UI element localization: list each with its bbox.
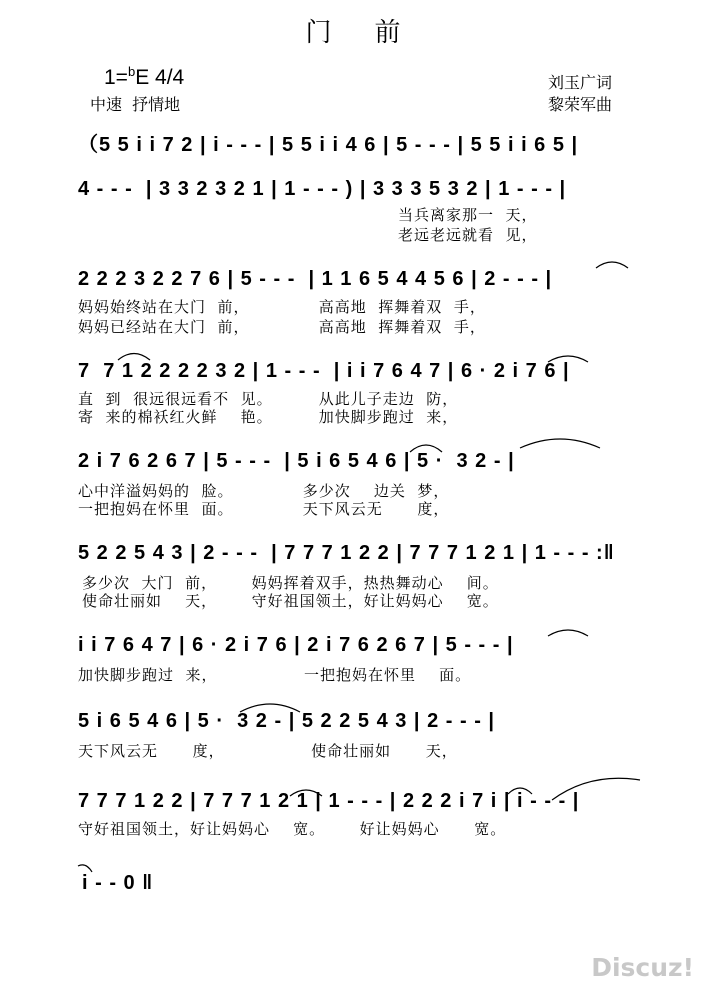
watermark: Discuz! <box>591 953 694 982</box>
notation-row-7: i i 7 6 4 7 | 6 · 2 i 7 6 | 2 i 7 6 2 6 7 | 5 - - - | <box>78 634 514 656</box>
lyric-row-5-verse-1: 心中洋溢妈妈的 脸。 多少次 边关 梦， <box>78 482 450 500</box>
lyric-row-7: 加快脚步跑过 来， 一把抱妈在怀里 面。 <box>78 666 472 684</box>
lyric-row-9: 守好祖国领土，好让妈妈心 宽。 好让妈妈心 宽。 <box>78 820 507 838</box>
notation-row-8: 5 i 6 5 4 6 | 5 · 3 2 - | 5 2 2 5 4 3 | 2 - - - | <box>78 710 496 732</box>
lyric-row-4-verse-1: 直 到 很远很远看不 见。 从此儿子走边 防， <box>78 390 459 408</box>
lyric-row-4-verse-2: 寄 来的棉袄红火鲜 艳。 加快脚步跑过 来， <box>78 408 459 426</box>
notation-row-5: 2 i 7 6 2 6 7 | 5 - - - | 5 i 6 5 4 6 | 5 · 3 2 - | <box>78 450 515 472</box>
slur-mark <box>520 439 600 448</box>
slur-mark <box>410 445 442 452</box>
lyric-row-3-verse-1: 妈妈始终站在大门 前， 高高地 挥舞着双 手， <box>78 298 486 316</box>
key-prefix: 1= <box>104 66 128 89</box>
slur-mark <box>548 630 588 636</box>
slur-mark <box>548 356 588 362</box>
tempo-marking: 中速 抒情地 <box>90 95 181 114</box>
composer-credit: 黎荣军曲 <box>548 95 613 114</box>
slur-mark <box>508 788 532 794</box>
notation-row-9: 7 7 7 1 2 2 | 7 7 7 1 2 1 | 1 - - - | 2 2 2 i 7 i | i - - - | <box>78 790 580 812</box>
notation-row-6: 5 2 2 5 4 3 | 2 - - - | 7 7 7 1 2 2 | 7 7 7 1 2 1 | 1 - - - :‖ <box>78 542 615 564</box>
slur-mark <box>78 865 92 872</box>
lyric-row-6-verse-2: 使命壮丽如 天， 守好祖国领土，好让妈妈心 宽。 <box>82 592 499 610</box>
slur-mark <box>240 704 300 712</box>
lyricist-credit: 刘玉广词 <box>548 73 613 92</box>
lyric-row-5-verse-2: 一把抱妈在怀里 面。 天下风云无 度， <box>78 500 450 518</box>
lyric-row-2-verse-1: 当兵离家那一 天， <box>398 206 538 224</box>
lyric-row-8: 天下风云无 度， 使命壮丽如 天， <box>78 742 458 760</box>
slur-mark <box>596 262 628 268</box>
slur-mark <box>552 778 640 800</box>
lyric-row-6-verse-1: 多少次 大门 前， 妈妈挥着双手，热热舞动心 间。 <box>82 574 499 592</box>
notation-row-4: 7 7 1 2 2 2 2 3 2 | 1 - - - | i i 7 6 4 7 | 6 · 2 i 7 6 | <box>78 360 570 382</box>
notation-row-1: （5 5 i i 7 2 | i - - - | 5 5 i i 4 6 | 5 - - - | 5 5 i i 6 5 | <box>78 134 579 156</box>
slur-mark <box>290 790 322 796</box>
lyric-row-3-verse-2: 妈妈已经站在大门 前， 高高地 挥舞着双 手， <box>78 318 486 336</box>
lyric-row-2-verse-2: 老远老远就看 见， <box>398 226 538 244</box>
slur-mark <box>118 354 150 361</box>
flat-sign: b <box>127 64 136 79</box>
notation-row-2: 4 - - - | 3 3 2 3 2 1 | 1 - - - ) | 3 3 3 5 3 2 | 1 - - - | <box>78 178 567 200</box>
notation-row-3: 2 2 2 3 2 2 7 6 | 5 - - - | 1 1 6 5 4 4 5 6 | 2 - - - | <box>78 268 553 290</box>
key-rest: E 4/4 <box>135 66 185 89</box>
notation-row-10: i - - 0 ‖ <box>82 872 154 894</box>
song-title: 门 前 <box>305 18 403 48</box>
